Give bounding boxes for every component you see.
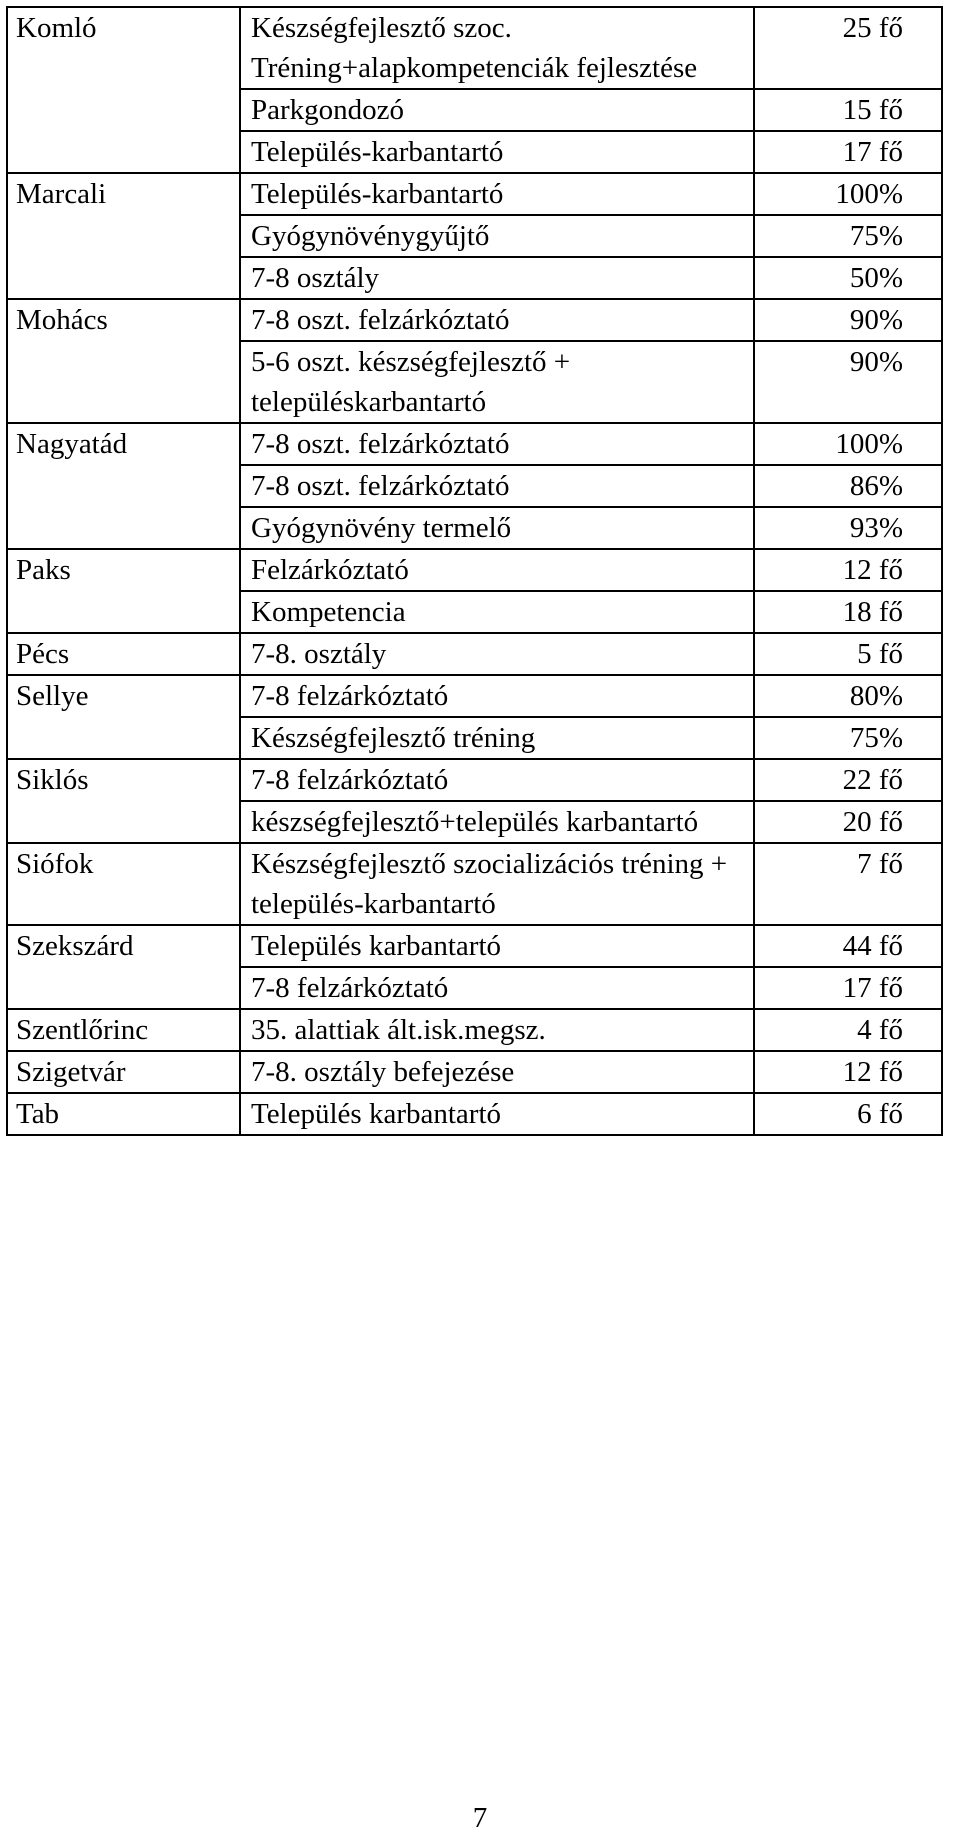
table-row bbox=[7, 759, 942, 801]
city-cell: Sellye bbox=[7, 675, 240, 759]
table-row bbox=[7, 173, 942, 215]
program-name-cell: 35. alattiak ált.isk.megsz. bbox=[240, 1009, 754, 1051]
program-name-cell: Település karbantartó bbox=[240, 1093, 754, 1135]
city-cell: Mohács bbox=[7, 299, 240, 423]
program-value-cell: 75% bbox=[754, 717, 942, 759]
program-value-cell: 22 fő bbox=[754, 759, 942, 801]
table-row bbox=[7, 633, 942, 675]
program-value-cell: 12 fő bbox=[754, 1051, 942, 1093]
city-cell: Nagyatád bbox=[7, 423, 240, 549]
page-number: 7 bbox=[472, 1802, 488, 1834]
program-value-cell: 75% bbox=[754, 215, 942, 257]
table-row bbox=[7, 299, 942, 341]
table-row bbox=[7, 675, 942, 717]
program-name-cell: 7-8 felzárkóztató bbox=[240, 967, 754, 1009]
program-name-cell: 7-8. osztály befejezése bbox=[240, 1051, 754, 1093]
program-name-cell: Készségfejlesztő szoc. Tréning+alapkompetenciák fejlesztése bbox=[240, 7, 754, 89]
city-cell: Tab bbox=[7, 1093, 240, 1135]
program-name-cell: 7-8 oszt. felzárkóztató bbox=[240, 465, 754, 507]
program-value-cell: 100% bbox=[754, 173, 942, 215]
program-value-cell: 20 fő bbox=[754, 801, 942, 843]
table-row bbox=[7, 925, 942, 967]
program-value-cell: 90% bbox=[754, 299, 942, 341]
program-value-cell: 80% bbox=[754, 675, 942, 717]
city-cell: Marcali bbox=[7, 173, 240, 299]
program-value-cell: 15 fő bbox=[754, 89, 942, 131]
table-row bbox=[7, 1009, 942, 1051]
table-row bbox=[7, 843, 942, 925]
program-value-cell: 86% bbox=[754, 465, 942, 507]
program-name-cell: Település-karbantartó bbox=[240, 131, 754, 173]
city-cell: Paks bbox=[7, 549, 240, 633]
program-value-cell: 18 fő bbox=[754, 591, 942, 633]
program-value-cell: 17 fő bbox=[754, 131, 942, 173]
city-cell: Pécs bbox=[7, 633, 240, 675]
program-name-cell: Kompetencia bbox=[240, 591, 754, 633]
program-name-cell: Település-karbantartó bbox=[240, 173, 754, 215]
program-name-cell: 7-8 osztály bbox=[240, 257, 754, 299]
program-value-cell: 17 fő bbox=[754, 967, 942, 1009]
program-value-cell: 93% bbox=[754, 507, 942, 549]
program-name-cell: Készségfejlesztő szocializációs tréning + település-karbantartó bbox=[240, 843, 754, 925]
program-name-cell: Település karbantartó bbox=[240, 925, 754, 967]
program-value-cell: 44 fő bbox=[754, 925, 942, 967]
program-value-cell: 6 fő bbox=[754, 1093, 942, 1135]
city-cell: Komló bbox=[7, 7, 240, 173]
program-name-cell: Felzárkóztató bbox=[240, 549, 754, 591]
table-row bbox=[7, 1051, 942, 1093]
program-value-cell: 50% bbox=[754, 257, 942, 299]
program-name-cell: Készségfejlesztő tréning bbox=[240, 717, 754, 759]
city-cell: Siklós bbox=[7, 759, 240, 843]
program-name-cell: 7-8 felzárkóztató bbox=[240, 675, 754, 717]
city-cell: Siófok bbox=[7, 843, 240, 925]
program-table-body bbox=[7, 7, 942, 1135]
table-row bbox=[7, 1093, 942, 1135]
program-name-cell: 7-8 felzárkóztató bbox=[240, 759, 754, 801]
program-value-cell: 12 fő bbox=[754, 549, 942, 591]
program-name-cell: Parkgondozó bbox=[240, 89, 754, 131]
program-name-cell: 7-8 oszt. felzárkóztató bbox=[240, 299, 754, 341]
program-value-cell: 5 fő bbox=[754, 633, 942, 675]
table-row bbox=[7, 7, 942, 89]
program-name-cell: Gyógynövény termelő bbox=[240, 507, 754, 549]
program-value-cell: 100% bbox=[754, 423, 942, 465]
city-cell: Szekszárd bbox=[7, 925, 240, 1009]
program-name-cell: készségfejlesztő+település karbantartó bbox=[240, 801, 754, 843]
program-value-cell: 7 fő bbox=[754, 843, 942, 925]
program-value-cell: 4 fő bbox=[754, 1009, 942, 1051]
program-value-cell: 90% bbox=[754, 341, 942, 423]
program-name-cell: 7-8. osztály bbox=[240, 633, 754, 675]
city-cell: Szigetvár bbox=[7, 1051, 240, 1093]
city-cell: Szentlőrinc bbox=[7, 1009, 240, 1051]
table-row bbox=[7, 423, 942, 465]
program-table bbox=[6, 6, 943, 1136]
table-row bbox=[7, 549, 942, 591]
program-name-cell: 7-8 oszt. felzárkóztató bbox=[240, 423, 754, 465]
program-value-cell: 25 fő bbox=[754, 7, 942, 89]
program-name-cell: 5-6 oszt. készségfejlesztő + településkarbantartó bbox=[240, 341, 754, 423]
program-name-cell: Gyógynövénygyűjtő bbox=[240, 215, 754, 257]
